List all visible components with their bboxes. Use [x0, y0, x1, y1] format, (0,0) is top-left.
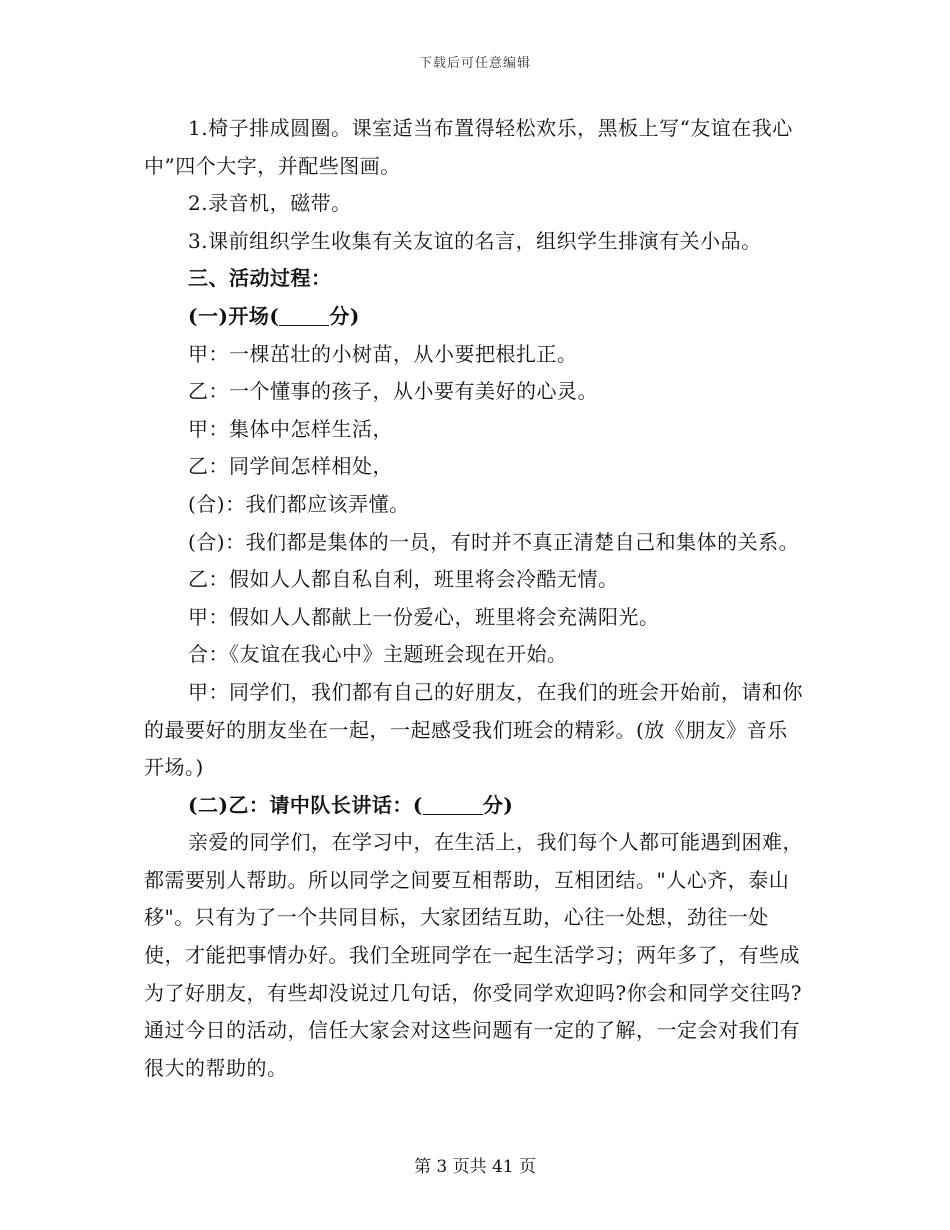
- dialogue-line-4: 乙：同学间怎样相处，: [188, 454, 393, 479]
- subsection-heading-1: [144, 298, 808, 336]
- speech-paragraph: 亲爱的同学们，在学习中，在生活上，我们每个人都可能遇到困难，都需要别人帮助。所以同学之间要互相帮助，互相团结。"人心齐，泰山移"。只有为了一个共同目标，大家团结互助，心往一处想，劲往一处使，才能把事情办好。我们全班同学在一起生活学习；两年多了，有些成为了好朋友，有些却没说过几句话，你受同学欢迎吗?你会和同学交往吗?通过今日的活动，信任大家会对这些问题有一定的了解，一定会对我们有很大的帮助的。: [144, 830, 803, 1080]
- page-footer: 第 3 页共 41 页: [413, 1157, 537, 1177]
- dialogue-line-2: 乙：一个懂事的孩子，从小要有美好的心灵。: [188, 379, 598, 404]
- subsection-heading-1-prefix: (一)开场(: [188, 303, 280, 328]
- fill-in-blank: [279, 305, 329, 326]
- section-heading-3: 三、活动过程：: [188, 266, 332, 291]
- dialogue-line-3: 甲：集体中怎样生活，: [188, 416, 393, 441]
- dialogue-line-8: 甲：假如人人都献上一份爱心，班里将会充满阳光。: [188, 604, 660, 629]
- dialogue-line-1: 甲：一棵茁壮的小树苗，从小要把根扎正。: [188, 341, 578, 366]
- subsection-heading-1-suffix: 分): [329, 303, 360, 328]
- subsection-heading-2-prefix: (二)乙：请中队长讲话：(: [188, 792, 423, 817]
- dialogue-line-6: (合)：我们都是集体的一员，有时并不真正清楚自己和集体的关系。: [188, 529, 800, 554]
- subsection-heading-2-suffix: 分): [482, 792, 514, 817]
- dialogue-line-9: 合：《友谊在我心中》主题班会现在开始。: [188, 642, 568, 667]
- fill-in-blank: [423, 794, 483, 815]
- paragraph-item-2: 2.录音机，磁带。: [188, 191, 352, 216]
- paragraph-item-1: 1.椅子排成圆圈。课室适当布置得轻松欢乐，黑板上写“友谊在我心中”四个大字，并配些图画。: [144, 116, 793, 178]
- dialogue-line-5: (合)：我们都应该弄懂。: [188, 491, 410, 516]
- document-body: [144, 110, 808, 1087]
- dialogue-line-7: 乙：假如人人都自私自利，班里将会冷酷无情。: [188, 567, 619, 592]
- page-header: 下载后可任意编辑: [418, 56, 531, 71]
- dialogue-line-10: 甲：同学们，我们都有自己的好朋友，在我们的班会开始前，请和你的最要好的朋友坐在一起，一起感受我们班会的精彩。(放《朋友》音乐开场。): [144, 679, 803, 780]
- paragraph-item-3: 3.课前组织学生收集有关友谊的名言，组织学生排演有关小品。: [188, 228, 762, 253]
- subsection-heading-2: [144, 787, 808, 825]
